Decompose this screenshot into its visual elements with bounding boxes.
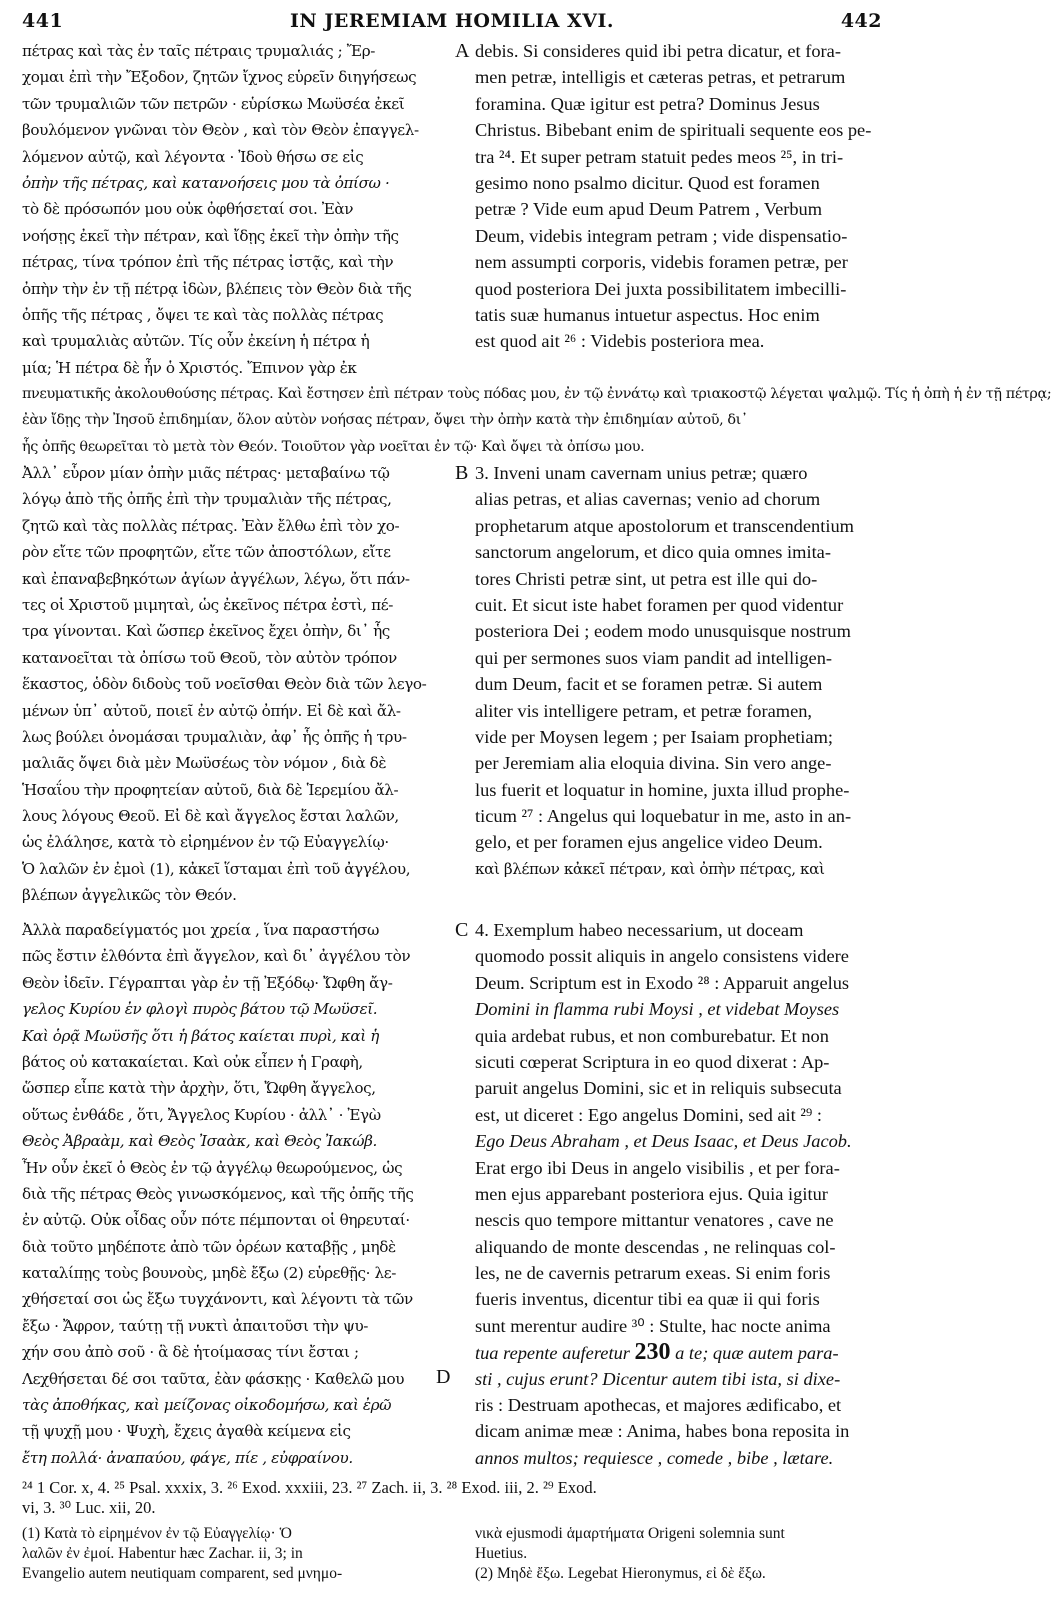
- greek-line: διὰ τῆς πέτρας Θεὸς γινωσκόμενος, καὶ τῆς ὀπῆς τῆς: [22, 1184, 414, 1203]
- latin-line: aliquando de monte descendas , ne relinquas col-: [475, 1236, 836, 1257]
- greek-line: βάτος οὐ κατακαίεται. Καὶ οὐκ εἶπεν ἡ Γραφὴ,: [22, 1052, 363, 1071]
- running-header: [22, 10, 882, 34]
- latin-line: dum Deum, facit et se foramen petræ. Si autem: [475, 674, 823, 695]
- greek-line: ὥσπερ εἶπε κατὰ τὴν ἀρχὴν, ὅτι, Ὤφθη ἄγγελος,: [22, 1079, 376, 1098]
- latin-line: est, ut diceret : Ego angelus Domini, sed ait ²⁹ :: [475, 1104, 822, 1125]
- greek-full-width-a: [22, 381, 1051, 460]
- greek-line: μένων ὑπ᾽ αὐτοῦ, ποιεῖ ἐν αὐτῷ ὀπήν. Εἰ δὲ καὶ ἄλ-: [22, 701, 401, 720]
- margin-marker-d: D: [436, 1366, 451, 1388]
- footnote-line: Evangelio autem neutiquam comparent, sed μνημο-: [22, 1565, 343, 1582]
- latin-line: 3. Inveni unam cavernam unius petræ; quæro: [475, 463, 808, 483]
- latin-line: les, ne de cavernis petrarum exeas. Si enim foris: [475, 1263, 831, 1284]
- greek-line: χθήσεταί σοι ὡς ἔξω τυγχάνοντι, καὶ λέγοντι τὰ τῶν: [22, 1290, 413, 1309]
- latin-line: est quod ait ²⁶ : Videbis posteriora mea.: [475, 331, 765, 352]
- latin-line: gesimo nono psalmo dicitur. Quod est foramen: [475, 172, 820, 193]
- greek-line: τὰς ἀποθήκας, καὶ μείζονας οἰκοδομήσω, καὶ ἐρῶ: [22, 1396, 392, 1415]
- latin-line: quomodo possit aliquis in angelo consistens videre: [475, 946, 849, 967]
- latin-column-a: [475, 38, 885, 355]
- latin-line: paruit angelus Domini, sic et in reliquis subsecuta: [475, 1078, 842, 1099]
- latin-line: gelo, et per foramen ejus angelice video Deum.: [475, 832, 823, 853]
- greek-full-line: ἐὰν ἴδῃς τὴν Ἰησοῦ ἐπιδημίαν, ὅλον αὐτὸν νοήσας πέτραν, ὄψει τὴν ὀπὴν κατὰ τὴν ἐπιδημίαν αὐτοῦ, δι᾽: [22, 412, 748, 429]
- column-number: 230: [634, 1339, 671, 1366]
- greek-line: Θεὸν ἰδεῖν. Γέγραπται γὰρ ἐν τῇ Ἐξόδῳ· Ὤφθη ἄγ-: [22, 973, 393, 992]
- greek-line: λους λόγους Θεοῦ. Εἰ δὲ καὶ ἄγγελος ἔσται λαλῶν,: [22, 807, 399, 826]
- greek-line: ὀπὴν τῆς πέτρας, καὶ κατανοήσεις μου τὰ ὀπίσω ·: [22, 173, 390, 192]
- greek-full-line: πνευματικῆς ἀκολουθούσης πέτρας. Καὶ ἔστησεν ἐπὶ πέτραν τοὺς πόδας μου, ἐν τῷ ἐννάτῳ καὶ τριακοστῷ λέγεται ψαλμῷ. Τίς ἡ ὀπὴ ἡ ἐν τῇ πέτρᾳ;: [22, 386, 1051, 402]
- margin-marker-c: C: [455, 919, 469, 941]
- latin-line: Domini in flamma rubi Moysi , et videbat Moyses: [475, 999, 840, 1020]
- latin-line: tatis suæ humanus intuetur aspectus. Hoc enim: [475, 304, 820, 325]
- latin-line: alias petras, et alias cavernas; venio ad chorum: [475, 489, 821, 510]
- latin-line: cuit. Et sicut iste habet foramen per quod videntur: [475, 594, 844, 615]
- greek-line: ζητῶ καὶ τὰς πολλὰς πέτρας. Ἐὰν ἔλθω ἐπὶ τὸν χο-: [22, 516, 400, 535]
- latin-line: prophetarum atque apostolorum et transcendentium: [475, 515, 854, 536]
- greek-line: ἔτη πολλά· ἀναπαύου, φάγε, πίε , εὐφραίνου.: [22, 1448, 353, 1467]
- footnote-line: Huetius.: [475, 1545, 528, 1562]
- latin-line: petræ ? Vide eum apud Deum Patrem , Verbum: [475, 199, 823, 220]
- latin-line: sti , cujus erunt? Dicentur autem tibi ista, si dixe-: [475, 1368, 841, 1389]
- latin-line: quia ardebat rubus, et non comburebatur. Et non: [475, 1025, 829, 1046]
- latin-line: men ejus apparebant posteriora ejus. Quia igitur: [475, 1183, 828, 1204]
- latin-line: posteriora Dei ; eodem modo unusquisque nostrum: [475, 621, 851, 642]
- latin-line: sunt merentur audire ³⁰ : Stulte, hac nocte anima: [475, 1315, 831, 1336]
- greek-line: ἔξω · Ἄφρον, ταύτῃ τῇ νυκτὶ ἀπαιτοῦσι τὴν ψυ-: [22, 1316, 369, 1335]
- greek-line: ἐν αὐτῷ. Οὐκ οἶδας οὖν πότε πέμπονται οἱ θηρευταί·: [22, 1211, 410, 1230]
- greek-line: μία; Ἡ πέτρα δὲ ἦν ὁ Χριστός. Ἔπινον γὰρ ἐκ: [22, 358, 357, 377]
- latin-line: dicam animæ meæ : Anima, habes bona reposita in: [475, 1421, 850, 1442]
- latin-line: annos multos; requiesce , comede , bibe , lætare.: [475, 1447, 834, 1468]
- greek-line: χομαι ἐπὶ τὴν Ἔξοδον, ζητῶν ἴχνος εὑρεῖν διηγήσεως: [22, 68, 417, 87]
- greek-line: μαλιᾶς ὄψει διὰ μὲν Μωϋσέως τὸν νόμον , διὰ δὲ: [22, 754, 387, 773]
- greek-line: τῇ ψυχῇ μου · Ψυχὴ, ἔχεις ἀγαθὰ κείμενα εἰς: [22, 1422, 351, 1441]
- greek-line: καταλίπῃς τοὺς βουνοὺς, μηδὲ ἔξω (2) εὑρεθῇς· λε-: [22, 1264, 396, 1283]
- greek-line: ὀπῆς τῆς πέτρας , ὄψει τε καὶ τὰς πολλὰς πέτρας: [22, 305, 384, 324]
- latin-line: 4. Exemplum habeo necessarium, ut doceam: [475, 920, 804, 940]
- latin-fragment: a te; quæ autem para-: [675, 1343, 839, 1364]
- greek-line: καὶ ἐπαναβεβηκότων ἁγίων ἀγγέλων, λέγω, ὅτι πάν-: [22, 569, 410, 588]
- latin-line: per Jeremiam alia eloquia divina. Sin vero ange-: [475, 753, 832, 774]
- greek-line: τες οἱ Χριστοῦ μιμηταὶ, ὡς ἐκεῖνος πέτρα ἐστὶ, πέ-: [22, 595, 393, 614]
- footnote-line: νικὰ ejusmodi ἁμαρτήματα Origeni solemnia sunt: [475, 1525, 785, 1542]
- footnote-line: λαλῶν ἐν ἐμοί. Habentur hæc Zachar. ii, 3; in: [22, 1545, 303, 1562]
- greek-line: ρὸν εἴτε τῶν προφητῶν, εἴτε τῶν ἀποστόλων, εἴτε: [22, 543, 391, 562]
- greek-line: τρα γίνονται. Καὶ ὥσπερ ἐκεῖνος ἔχει ὀπὴν, δι᾽ ἧς: [22, 622, 390, 641]
- greek-line: ὡς ἐλάλησε, κατὰ τὸ εἰρημένον ἐν τῷ Εὐαγγελίῳ·: [22, 833, 389, 852]
- latin-column-c: [475, 917, 885, 1471]
- greek-line: πῶς ἔστιν ἐλθόντα ἐπὶ ἄγγελον, καὶ δι᾽ ἀγγέλου τὸν: [22, 947, 411, 966]
- greek-line: βουλόμενον γνῶναι τὸν Θεὸν , καὶ τὸν Θεὸν ἐπαγγελ-: [22, 121, 419, 140]
- latin-line: vide per Moysen legem ; per Isaiam prophetiam;: [475, 726, 833, 747]
- greek-line: Ἦν οὖν ἐκεῖ ὁ Θεὸς ἐν τῷ ἀγγέλῳ θεωρούμενος, ὡς: [22, 1158, 403, 1177]
- latin-line: foramina. Quæ igitur est petra? Dominus Jesus: [475, 93, 820, 114]
- latin-line: lus fuerit et loquatur in homine, juxta illud prophe-: [475, 779, 850, 800]
- footnote-2: [475, 1524, 885, 1584]
- greek-tail-line: καὶ βλέπων κἀκεῖ πέτραν, καὶ ὀπὴν πέτρας, καὶ: [475, 859, 825, 878]
- reference-line: vi, 3. ³⁰ Luc. xii, 20.: [22, 1498, 156, 1517]
- greek-line: Ὁ λαλῶν ἐν ἐμοὶ (1), κἀκεῖ ἵσταμαι ἐπὶ τοῦ ἀγγέλου,: [22, 859, 411, 878]
- greek-line: κατανοεῖται τὰ ὀπίσω τοῦ Θεοῦ, τὸν αὐτὸν τρόπον: [22, 648, 397, 667]
- greek-line: βλέπων ἀγγελικῶς τὸν Θεόν.: [22, 886, 237, 905]
- latin-line: fueris inventus, dicentur tibi ea quæ ii qui foris: [475, 1289, 820, 1310]
- latin-line: Christus. Bibebant enim de spirituali sequente eos pe-: [475, 120, 872, 141]
- latin-line: qui per sermones suos viam pandit ad intelligen-: [475, 647, 833, 668]
- page-number-left: 441: [22, 10, 64, 32]
- latin-line: aliter vis intelligere petram, et petræ foramen,: [475, 700, 813, 721]
- greek-line: γελος Κυρίου ἐν φλογὶ πυρὸς βάτου τῷ Μωϋσεῖ.: [22, 1000, 378, 1019]
- greek-line: Ἀλλὰ παραδείγματός μοι χρεία , ἵνα παραστήσω: [22, 921, 379, 939]
- latin-line: Erat ergo ibi Deus in angelo visibilis , et per fora-: [475, 1157, 840, 1178]
- greek-line: τῶν τρυμαλιῶν τῶν πετρῶν · εὑρίσκω Μωϋσέα ἐκεῖ: [22, 94, 405, 113]
- greek-column-a: [22, 38, 452, 381]
- greek-line: Καὶ ὁρᾷ Μωϋσῆς ὅτι ἡ βάτος καίεται πυρὶ, καὶ ἡ: [22, 1026, 379, 1045]
- latin-line-column-number: [475, 1339, 885, 1365]
- greek-line: οὕτως ἐνθάδε , ὅτι, Ἄγγελος Κυρίου · ἀλλ᾽ · Ἐγὼ: [22, 1105, 381, 1124]
- greek-line: Ἀλλ᾽ εὗρον μίαν ὀπὴν μιᾶς πέτρας· μεταβαίνω τῷ: [22, 464, 390, 482]
- latin-line: Deum, videbis integram petram ; vide dispensatio-: [475, 225, 848, 246]
- footnote-line: (1) Κατὰ τὸ εἰρημένον ἐν τῷ Εὐαγγελίῳ· Ὁ: [22, 1525, 292, 1542]
- greek-line: λως βούλει ὀνομάσαι τρυμαλιὰν, ἀφ᾽ ἧς ὀπῆς ἡ τρυ-: [22, 727, 407, 746]
- greek-line: Ἡσαΐου τὴν προφητείαν αὐτοῦ, διὰ δὲ Ἱερεμίου ἄλ-: [22, 780, 399, 799]
- latin-line: debis. Si consideres quid ibi petra dicatur, et fora-: [475, 41, 841, 61]
- footnote-line: (2) Μηδὲ ἔξω. Legebat Hieronymus, εἰ δὲ ἔξω.: [475, 1565, 766, 1582]
- footnote-1: [22, 1524, 452, 1584]
- greek-line: ἕκαστος, ὁδὸν διδοὺς τοῦ νοεῖσθαι Θεὸν διὰ τῶν λεγο-: [22, 675, 427, 694]
- scripture-references: [22, 1478, 886, 1518]
- latin-fragment: tua repente auferetur: [475, 1343, 630, 1364]
- greek-column-c: [22, 917, 452, 1471]
- greek-line: πέτρας καὶ τὰς ἐν ταῖς πέτραις τρυμαλιάς ; Ἔρ-: [22, 42, 375, 60]
- latin-column-b: [475, 460, 885, 882]
- greek-line: νοήσῃς ἐκεῖ τὴν πέτραν, καὶ ἴδῃς ἐκεῖ τὴν ὀπὴν τῆς: [22, 226, 399, 245]
- reference-line: ²⁴ 1 Cor. x, 4. ²⁵ Psal. xxxix, 3. ²⁶ Exod. xxxiii, 23. ²⁷ Zach. ii, 3. ²⁸ Exod. iii, 2. ²⁹ Exod.: [22, 1478, 597, 1497]
- latin-line: sanctorum angelorum, et dico quia omnes imita-: [475, 542, 831, 563]
- margin-marker-b: B: [455, 462, 469, 484]
- greek-line: Θεὸς Ἀβραὰμ, καὶ Θεὸς Ἰσαὰκ, καὶ Θεὸς Ἰακώβ.: [22, 1132, 377, 1151]
- running-title: IN JEREMIAM HOMILIA XVI.: [290, 10, 614, 32]
- latin-line: nem assumpti corporis, videbis foramen petræ, per: [475, 252, 848, 273]
- greek-column-b: [22, 460, 452, 909]
- latin-line: quod posteriora Dei juxta possibilitatem imbecilli-: [475, 278, 847, 299]
- latin-line: sicuti cœperat Scriptura in eo quod dixerat : Ap-: [475, 1051, 830, 1072]
- latin-line: tores Christi petræ sint, ut petra est ille qui do-: [475, 568, 818, 589]
- latin-line: ris : Destruam apothecas, et majores ædificabo, et: [475, 1395, 842, 1416]
- latin-line: men petræ, intelligis et cæteras petras, et petrarum: [475, 67, 846, 88]
- latin-line: nescis quo tempore mittantur venatores , cave ne: [475, 1210, 834, 1231]
- margin-marker-a: A: [455, 40, 470, 62]
- greek-line: λόμενον αὐτῷ, καὶ λέγοντα · Ἰδοὺ θήσω σε εἰς: [22, 147, 364, 166]
- latin-line: ticum ²⁷ : Angelus qui loquebatur in me, asto in an-: [475, 806, 852, 827]
- page-number-right: 442: [840, 10, 882, 32]
- greek-line: ὀπὴν τὴν ἐν τῇ πέτρᾳ ἰδὼν, βλέπεις τὸν Θεὸν διὰ τῆς: [22, 279, 412, 298]
- latin-line: tra ²⁴. Et super petram statuit pedes meos ²⁵, in tri-: [475, 146, 844, 167]
- greek-full-line: ἧς ὀπῆς θεωρεῖται τὸ μετὰ τὸν Θεόν. Τοιοῦτον γὰρ νοεῖται ἐν τῷ· Καὶ ὄψει τὰ ὀπίσω μου.: [22, 438, 645, 455]
- latin-line: Deum. Scriptum est in Exodo ²⁸ : Apparuit angelus: [475, 972, 850, 993]
- latin-line: Ego Deus Abraham , et Deus Isaac, et Deus Jacob.: [475, 1131, 852, 1152]
- greek-line: λόγῳ ἀπὸ τῆς ὀπῆς ἐπὶ τὴν τρυμαλιὰν τῆς πέτρας,: [22, 490, 392, 509]
- greek-line: καὶ τρυμαλιὰς αὐτῶν. Τίς οὖν ἐκείνη ἡ πέτρα ἡ: [22, 332, 370, 351]
- greek-line: χήν σου ἀπὸ σοῦ · ἃ δὲ ἡτοίμασας τίνι ἔσται ;: [22, 1343, 359, 1362]
- greek-line: πέτρας, τίνα τρόπον ἐπὶ τῆς πέτρας ἱστᾷς, καὶ τὴν: [22, 253, 394, 272]
- greek-line: Λεχθήσεται δέ σοι ταῦτα, ἐὰν φάσκῃς · Καθελῶ μου: [22, 1369, 405, 1388]
- greek-line: τὸ δὲ πρόσωπόν μου οὐκ ὀφθήσεταί σοι. Ἐὰν: [22, 200, 354, 219]
- greek-line: διὰ τοῦτο μηδέποτε ἀπὸ τῶν ὀρέων καταβῇς , μηδὲ: [22, 1237, 396, 1256]
